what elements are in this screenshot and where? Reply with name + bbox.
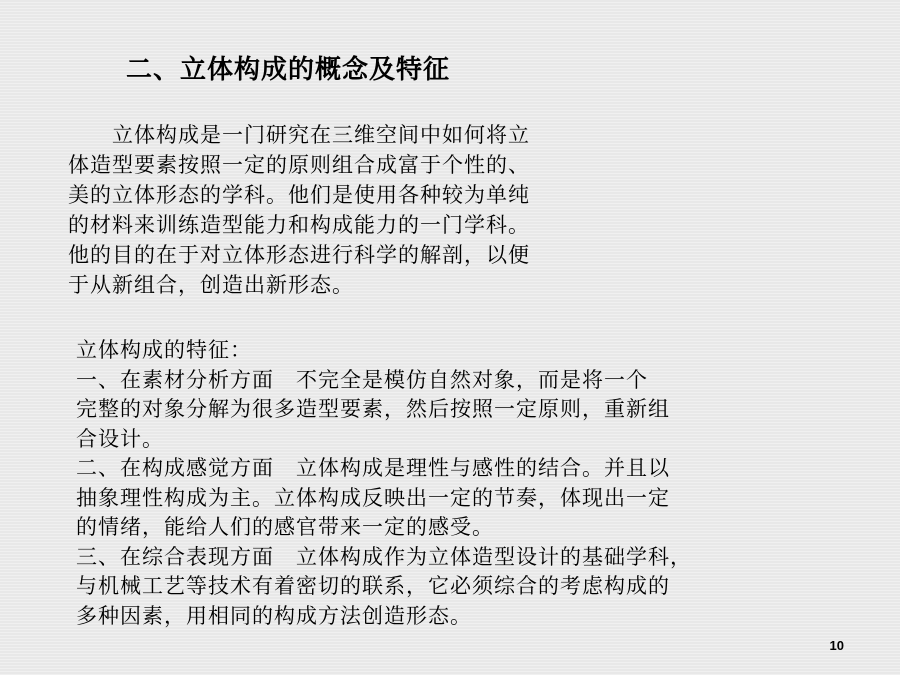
features-line: 与机械工艺等技术有着密切的联系，它必须综合的考虑构成的 [76, 574, 670, 598]
page-number: 10 [829, 638, 844, 653]
features-heading: 立体构成的特征： [76, 338, 252, 362]
features-line: 多种因素，用相同的构成方法创造形态。 [76, 603, 472, 628]
paragraph-line: 立体构成是一门研究在三维空间中如何将立 [68, 123, 530, 147]
paragraph-line: 他的目的在于对立体形态进行科学的解剖，以便 [68, 243, 530, 267]
paragraph-line: 体造型要素按照一定的原则组合成富于个性的、 [68, 153, 530, 177]
features-line: 二、在构成感觉方面 立体构成是理性与感性的结合。并且以 [76, 456, 670, 480]
features-line: 抽象理性构成为主。立体构成反映出一定的节奏，体现出一定 [76, 485, 670, 510]
slide-title: 二、立体构成的概念及特征 [126, 55, 451, 85]
paragraph-line: 于从新组合，创造出新形态。 [68, 273, 354, 297]
concept-paragraph [68, 120, 628, 300]
paragraph-line: 的材料来训练造型能力和构成能力的一门学科。 [68, 213, 530, 237]
features-line: 的情绪，能给人们的感官带来一定的感受。 [76, 515, 494, 539]
paragraph-line: 美的立体形态的学科。他们是使用各种较为单纯 [68, 183, 530, 207]
features-section [76, 336, 776, 631]
features-line: 三、在综合表现方面 立体构成作为立体造型设计的基础学科， [76, 544, 692, 569]
features-line: 完整的对象分解为很多造型要素，然后按照一定原则，重新组 [76, 397, 670, 421]
features-line: 合设计。 [76, 426, 164, 451]
features-line: 一、在素材分析方面 不完全是模仿自然对象，而是将一个 [76, 367, 648, 392]
